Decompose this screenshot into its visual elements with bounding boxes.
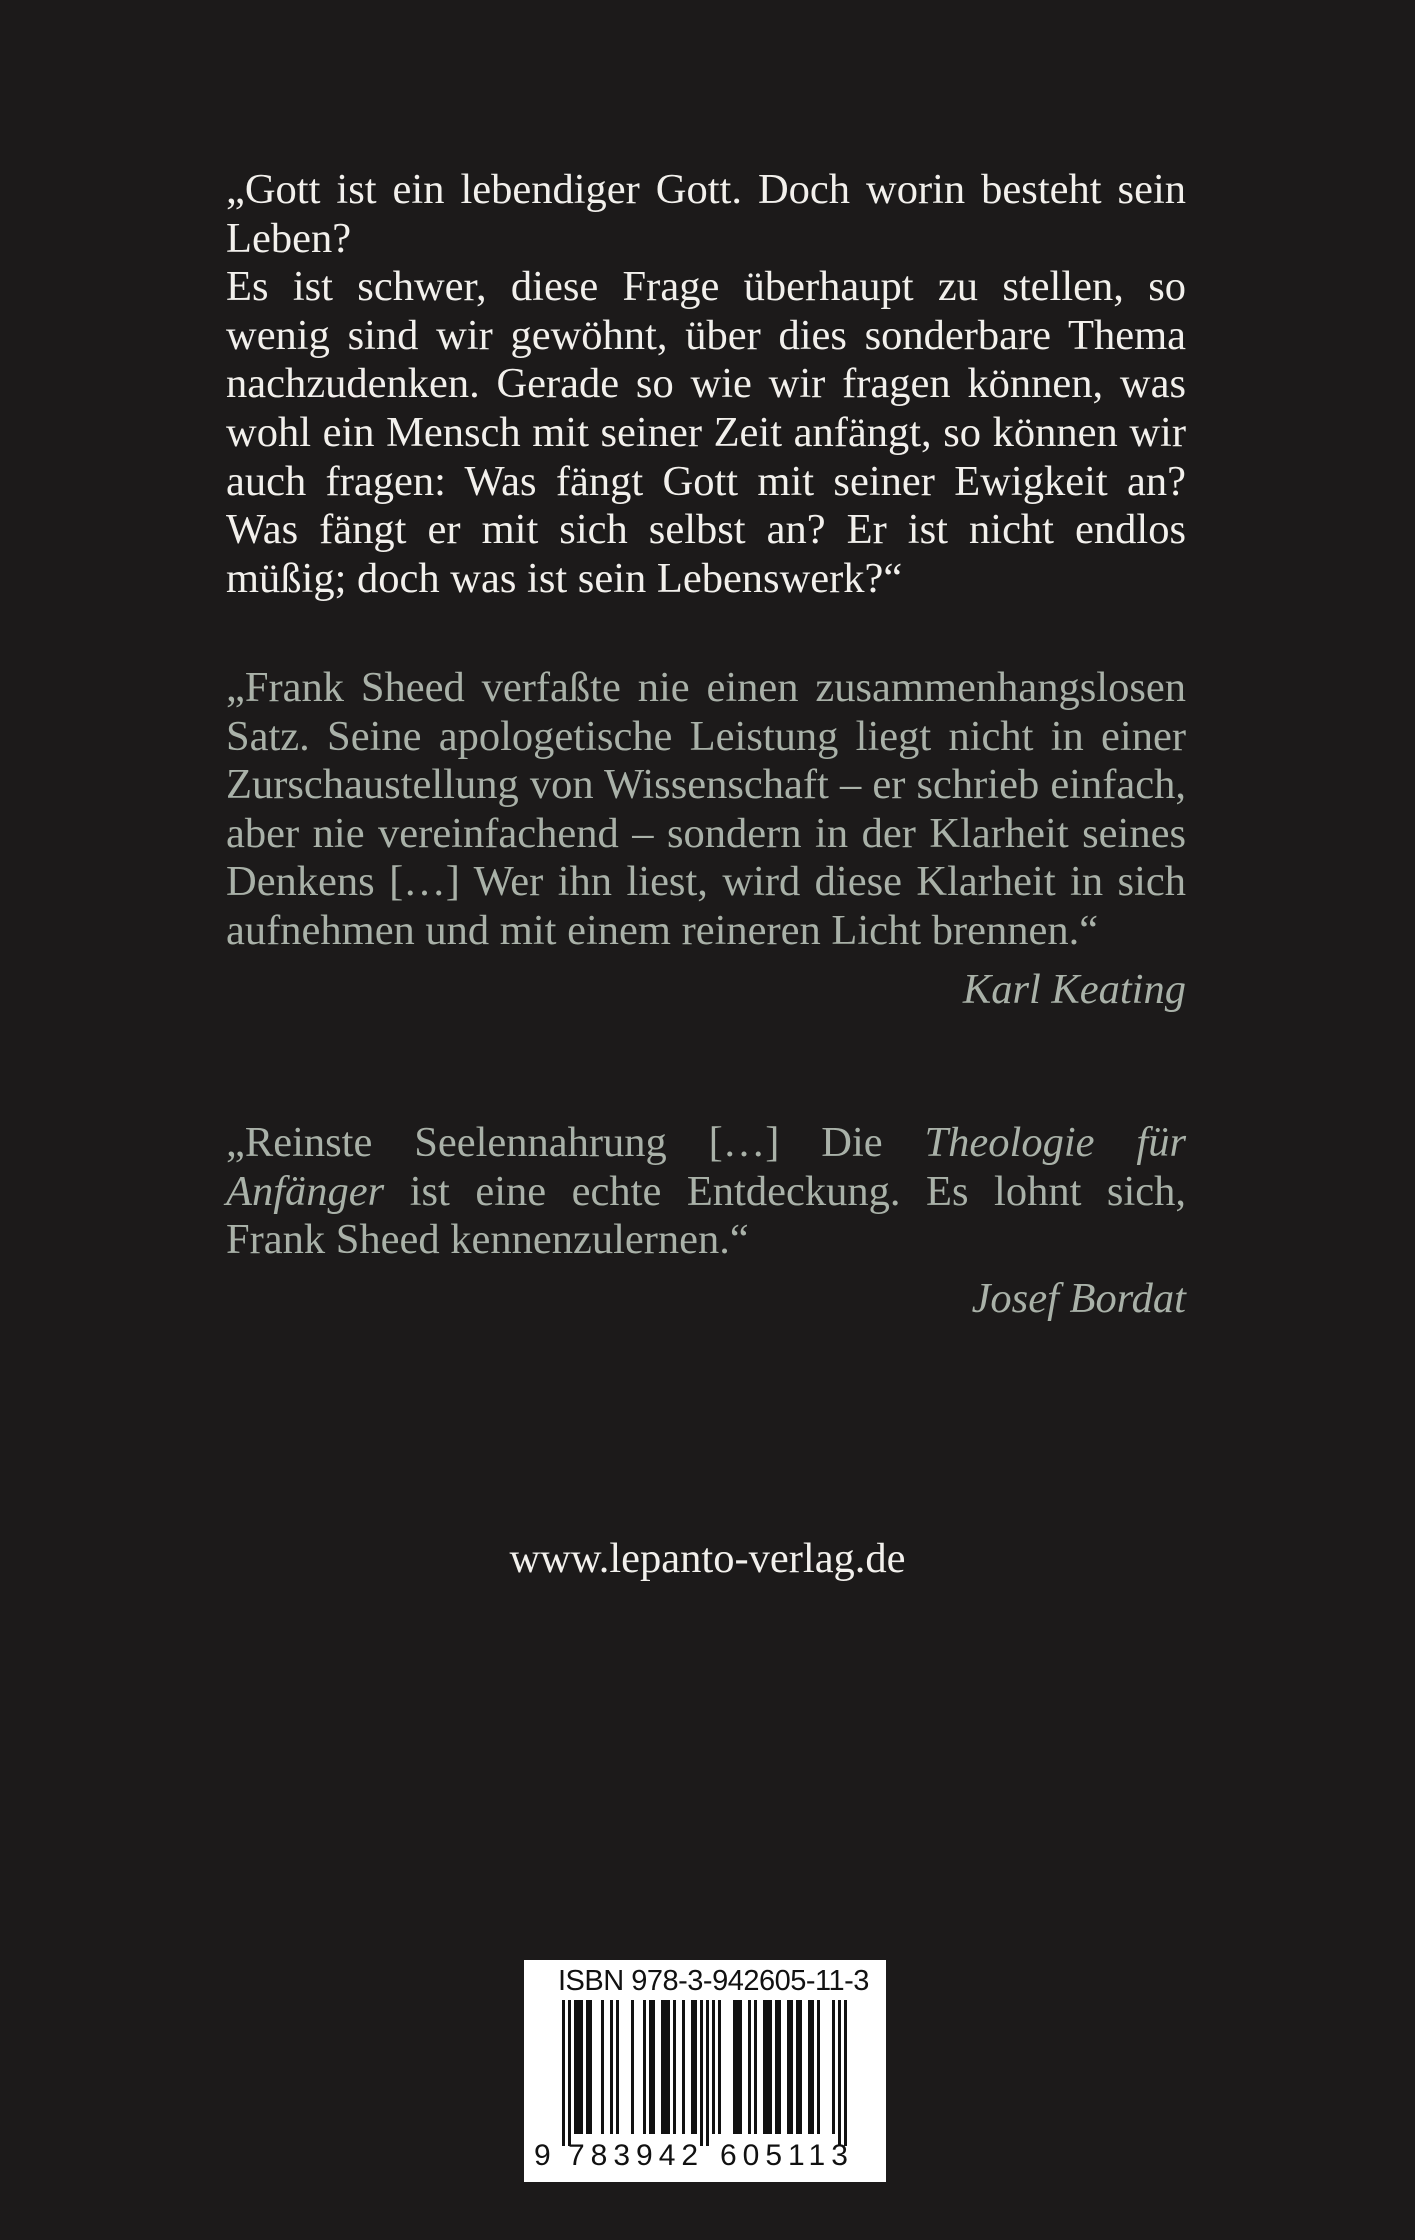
- publisher-website: www.lepanto-verlag.de: [509, 1535, 906, 1582]
- barcode-bar: [652, 2000, 655, 2134]
- barcode-bar: [832, 2000, 835, 2134]
- barcode-bar: [766, 2000, 769, 2134]
- barcode-bar: [808, 2000, 811, 2134]
- barcode-bar: [844, 2000, 847, 2146]
- barcode-bar: [769, 2000, 772, 2134]
- review-bordat: [226, 1119, 1186, 1323]
- barcode-bar: [754, 2000, 757, 2134]
- barcode-bar: [712, 2000, 715, 2134]
- isbn-barcode: [524, 1960, 886, 2182]
- barcode-bar: [682, 2000, 685, 2134]
- barcode-bar: [691, 2000, 694, 2134]
- barcode-bar: [778, 2000, 781, 2134]
- barcode-bar: [736, 2000, 739, 2134]
- barcode-bar: [718, 2000, 721, 2134]
- barcode-bar: [601, 2000, 604, 2134]
- review-text: [226, 1119, 1186, 1265]
- barcode-bar: [811, 2000, 814, 2134]
- barcode-bar: [733, 2000, 736, 2134]
- barcode-bar: [586, 2000, 589, 2134]
- barcode-bar: [580, 2000, 583, 2134]
- ean-right-group: 605113: [720, 2139, 854, 2172]
- barcode-bar: [799, 2000, 802, 2134]
- review-author: Josef Bordat: [971, 1274, 1186, 1322]
- barcode-bars: [524, 2000, 886, 2150]
- main-quote-paragraph-1: „Gott ist ein lebendiger Gott. Doch worin besteht sein Leben?: [226, 166, 1186, 262]
- barcode-bar: [643, 2000, 646, 2134]
- barcode-bar: [739, 2000, 742, 2134]
- barcode-bar: [631, 2000, 634, 2134]
- isbn-label: ISBN 978-3-942605-11-3: [558, 1965, 869, 1997]
- barcode-bar: [568, 2000, 571, 2146]
- barcode-bar: [574, 2000, 577, 2134]
- barcode-bar: [838, 2000, 841, 2146]
- review-text-end: ist eine echte Entdeckung. Es lohnt sich, Frank Sheed kennenzulernen.“: [226, 1167, 1186, 1264]
- barcode-bar: [649, 2000, 652, 2134]
- barcode-bar: [616, 2000, 619, 2134]
- barcode-bar: [817, 2000, 820, 2134]
- barcode-bar: [748, 2000, 751, 2134]
- review-author: Karl Keating: [962, 965, 1186, 1013]
- barcode-bar: [673, 2000, 676, 2134]
- barcode-bar: [694, 2000, 697, 2134]
- review-keating: [226, 664, 1186, 1014]
- barcode-bar: [610, 2000, 613, 2134]
- ean-left-group: 783942: [568, 2139, 705, 2172]
- review-text-start: „Reinste Seelennahrung […] Die: [226, 1119, 925, 1166]
- ean-first-digit: 9: [534, 2139, 551, 2172]
- review-text: „Frank Sheed verfaßte nie einen zusammenhangslosen Satz. Seine apologetische Leistung liegt nicht in einer Zurschaustellung von Wissenschaft – er schrieb einfach, aber nie vereinfachend – sondern in der Klarheit seines Denkens […] Wer ihn liest, wird diese Klarheit in sich aufnehmen und mit einem reineren Licht brennen.“: [226, 664, 1186, 954]
- barcode-bar: [577, 2000, 580, 2134]
- barcode-bar: [661, 2000, 664, 2134]
- main-quote-paragraph-2: Es ist schwer, diese Frage überhaupt zu stellen, so wenig sind wir gewöhnt, über dies sonderbare Thema nachzudenken. Gerade so wie wir fragen können, was wohl ein Mensch mit seiner Zeit anfängt, so können wir auch fragen: Was fängt Gott mit seiner Ewigkeit an? Was fängt er mit sich selbst an? Er ist nicht endlos müßig; doch was ist sein Lebenswerk?“: [226, 263, 1186, 602]
- barcode-bar: [589, 2000, 592, 2134]
- ean-digits: [524, 2136, 886, 2176]
- barcode-bar: [667, 2000, 670, 2134]
- barcode-bar: [763, 2000, 766, 2134]
- book-title: Theologie für Anfänger: [226, 1119, 1186, 1215]
- barcode-bar: [787, 2000, 790, 2134]
- barcode-bar: [775, 2000, 778, 2134]
- barcode-bar: [700, 2000, 703, 2146]
- barcode-bar: [664, 2000, 667, 2134]
- barcode-bar: [706, 2000, 709, 2146]
- barcode-bar: [562, 2000, 565, 2146]
- barcode-bar: [796, 2000, 799, 2134]
- barcode-bar: [790, 2000, 793, 2134]
- main-quote: [226, 166, 1186, 603]
